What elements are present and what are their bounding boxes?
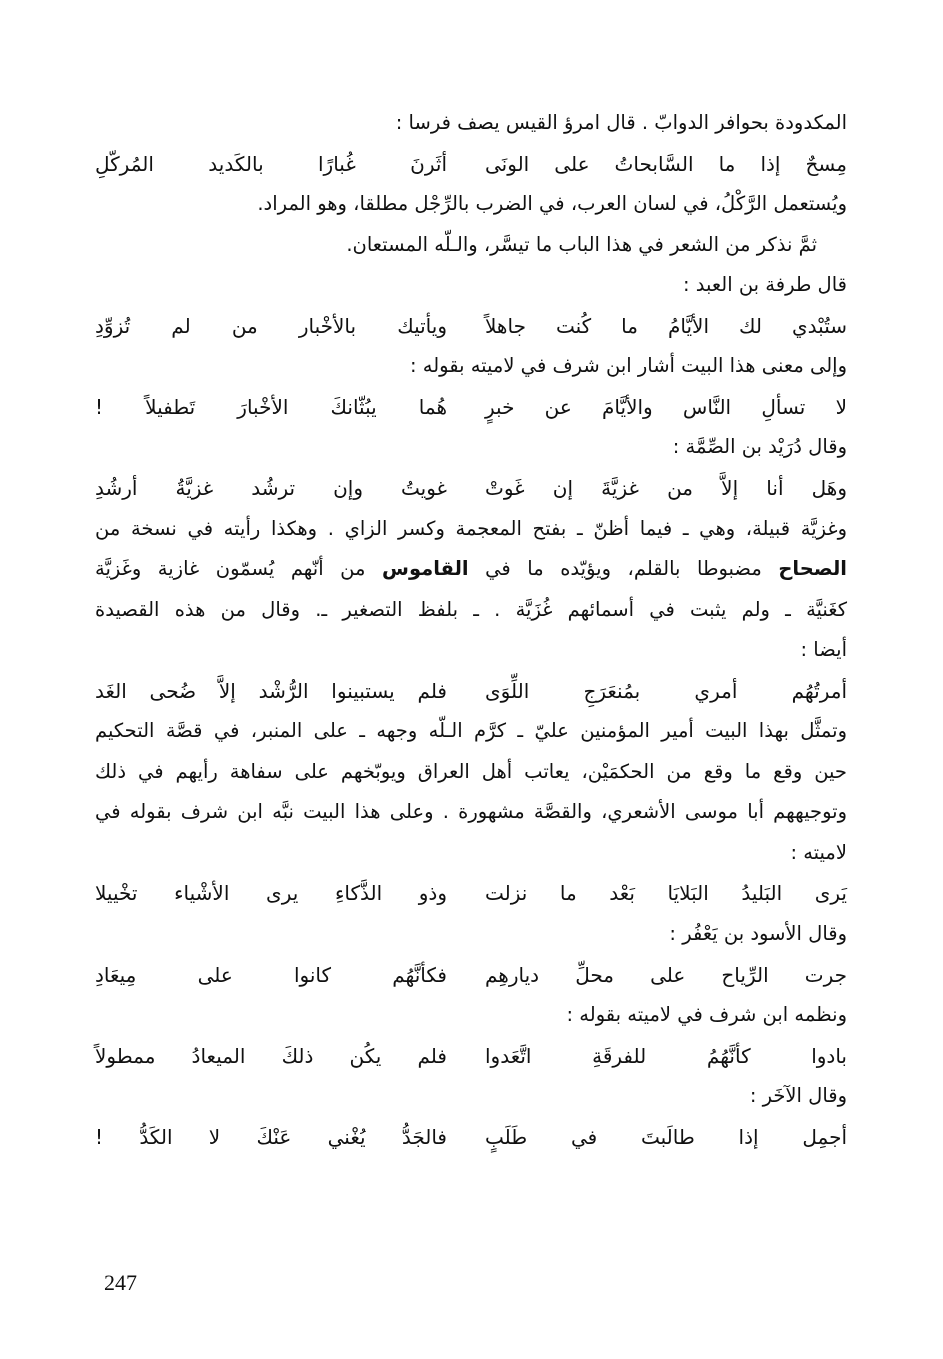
verse-first-hemistich: بادوا كأنَّهُمُ للفرقَةِ اتَّعَدوا — [485, 1044, 847, 1068]
book-title: القاموس — [382, 557, 469, 580]
page-number: 247 — [104, 1270, 137, 1295]
verse-first-hemistich: أجمِل إذا طالَبتَ في طَلَبٍ — [485, 1125, 847, 1149]
verse-first-hemistich: أمرتُهُم أمري بمُنعَرَجِ اللِّوَى — [485, 679, 847, 703]
text-line: ويُستعمل الرَّكْلُ، في لسان العرب، في الضرب بالرِّجْل مطلقا، وهو المراد. — [257, 192, 847, 215]
text-line: وقال دُرَيْد بن الصِّمَّة : — [672, 435, 847, 458]
verse-first-hemistich: جرت الرِّياح على محلِّ ديارهِم — [485, 963, 847, 987]
verse-second-hemistich: أثَرنَ غُبارًا بالكَديد المُركّلِ — [95, 152, 447, 176]
verse-line — [95, 144, 847, 184]
verse-line — [95, 955, 847, 995]
book-title: الصحاح — [778, 557, 847, 580]
text-line: ثمَّ نذكر من الشعر في هذا الباب ما تيسَّر، والـلّه المستعان. — [346, 233, 817, 256]
verse-second-hemistich: فالجَدُّ يُغْني عَنْكَ لا الكَدُّ ! — [95, 1125, 447, 1149]
text-line: أيضا : — [800, 638, 847, 661]
verse-line — [95, 1117, 847, 1157]
text-line: ونظمه ابن شرف في لاميته بقوله : — [566, 1003, 847, 1026]
text-line: وغزيَّة قبيلة، وهي ـ فيما أظنّ ـ بفتح المعجمة وكسر الزاي . وهكذا رأيته في نسخة من — [95, 517, 847, 540]
verse-first-hemistich: مِسحٌ إذا ما السَّابحاتُ على الونَى — [485, 152, 847, 176]
text-line: قال طرفة بن العبد : — [682, 273, 847, 296]
text-line: وتوجيههم أبا موسى الأشعري، والقصَّة مشهورة . وعلى هذا البيت نبَّه ابن شرف بقوله في — [95, 800, 847, 823]
text-line: وتمثَّل بهذا البيت أمير المؤمنين عليّ ـ كرَّم الـلّه وجهه ـ على المنبر، في قصَّة التحكيم — [95, 719, 847, 742]
verse-second-hemistich: فكأنَّهُم كانوا على مِيعَادِ — [95, 963, 447, 987]
text-line: لاميته : — [790, 841, 847, 864]
verse-second-hemistich: هُما يبُثّانكَ الأخْبارَ تَطفيلاً ! — [95, 395, 447, 419]
verse-second-hemistich: فلم يكُن ذلكَ الميعادُ ممطولاً — [95, 1044, 447, 1068]
verse-second-hemistich: فلم يستبينوا الرُّشْد إلاَّ ضُحى الغَد — [95, 679, 447, 703]
verse-first-hemistich: ستُبْدي لك الأيَّامُ ما كُنت جاهلاً — [485, 314, 847, 338]
text-fragment: مضبوطا بالقلم، ويؤيّده ما في — [468, 557, 779, 580]
verse-first-hemistich: يَرى البَليدُ البَلايَا بَعْد ما نزلت — [485, 881, 847, 905]
verse-line — [95, 873, 847, 913]
verse-second-hemistich: ويأتيك بالأخْبار من لم تُزوِّدِ — [95, 314, 447, 338]
text-line: حين وقع ما وقع من الحكمَيْن، يعاتب أهل العراق ويوبّخهم على سفاهة رأيهم في ذلك — [95, 760, 847, 783]
text-line — [95, 549, 847, 589]
verse-second-hemistich: وذو الذَّكاءِ يرى الأشْياء تخْييلا — [95, 881, 447, 905]
verse-line — [95, 1036, 847, 1076]
verse-first-hemistich: لا تسألِ النَّاس والأيَّامَ عن خبرٍ — [485, 395, 847, 419]
text-line: وإلى معنى هذا البيت أشار ابن شرف في لاميته بقوله : — [409, 354, 847, 377]
text-fragment: من أنّهم يُسمّون غازية وغَزيَّة — [95, 557, 383, 580]
verse-line — [95, 306, 847, 346]
verse-second-hemistich: غويتُ وإن ترشُد غزيَّةُ أرشُدِ — [95, 476, 447, 500]
verse-first-hemistich: وهَل أنا إلاَّ من غزيَّةَ إن غَوتْ — [485, 476, 847, 500]
verse-line — [95, 671, 847, 711]
text-line: وقال الأسود بن يَعْفُر : — [669, 922, 847, 945]
text-line: المكدودة بحوافر الدوابّ . قال امرؤ القيس يصف فرسا : — [395, 111, 847, 134]
verse-line — [95, 468, 847, 508]
text-line: وقال الآخَر : — [749, 1084, 847, 1107]
text-line: كغَنيَّة ـ ولم يثبت في أسمائهم غُزَيَّة . ـ بلفظ التصغير ـ. وقال من هذه القصيدة — [95, 598, 847, 621]
verse-line — [95, 387, 847, 427]
